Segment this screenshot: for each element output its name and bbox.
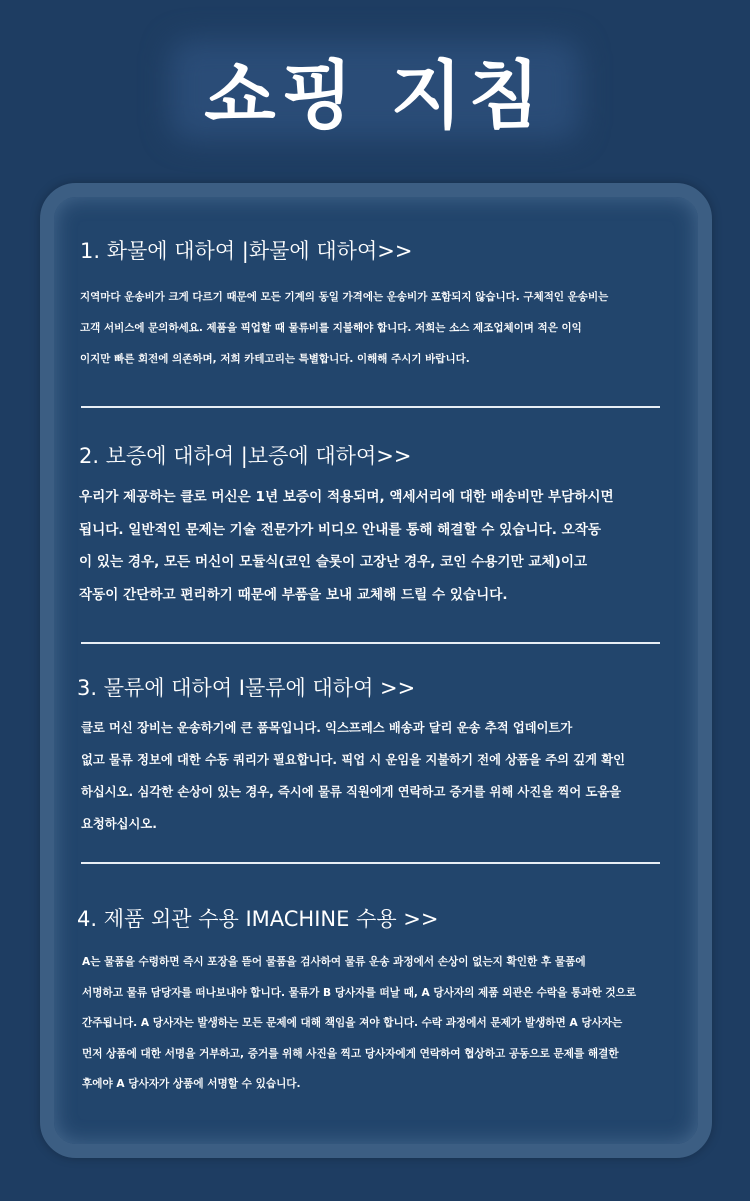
body-line: 우리가 제공하는 클로 머신은 1년 보증이 적용되며, 액세서리에 대한 배송비만 부담하시면 <box>79 489 614 505</box>
section-title: 3. 물류에 대하여 I물류에 대하여 >> <box>77 676 416 700</box>
body-line: 서명하고 물류 담당자를 떠나보내야 합니다. 물류가 B 당사자를 떠날 때, A 당사자의 제품 외관은 수락을 통과한 것으로 <box>82 986 637 999</box>
body-line: 하십시오. 심각한 손상이 있는 경우, 즉시에 물류 직원에게 연락하고 증거를 위해 사진을 찍어 도움을 <box>81 785 622 799</box>
section-acceptance <box>77 903 667 1100</box>
section-logistics <box>77 672 667 840</box>
body-line: 됩니다. 일반적인 문제는 기술 전문가가 비디오 안내를 통해 해결할 수 있습니다. 오작동 <box>79 521 601 538</box>
section-title: 2. 보증에 대하여 |보증에 대하여>> <box>79 444 412 468</box>
section-body <box>79 481 669 611</box>
page-title: 쇼핑 지침 <box>204 53 546 139</box>
divider <box>81 862 660 864</box>
body-line: A는 물품을 수령하면 즉시 포장을 뜯어 물품을 검사하여 물류 운송 과정에서 손상이 없는지 확인한 후 물품에 <box>82 956 586 968</box>
divider <box>81 406 660 408</box>
section-title: 1. 화물에 대하여 |화물에 대하여>> <box>80 239 413 263</box>
section-warranty <box>79 440 669 611</box>
body-line: 작동이 간단하고 편리하기 때문에 부품을 보내 교체해 드릴 수 있습니다. <box>79 586 508 603</box>
body-line: 이지만 빠른 회전에 의존하며, 저희 카테고리는 특별합니다. 이해해 주시기 바랍니다. <box>80 353 470 365</box>
header <box>0 30 750 150</box>
body-line: 지역마다 운송비가 크게 다르기 때문에 모든 기계의 동일 가격에는 운송비가 포함되지 않습니다. 구체적인 운송비는 <box>80 291 609 303</box>
section-body <box>77 947 667 1100</box>
section-title: 4. 제품 외관 수용 IMACHINE 수용 >> <box>77 907 439 931</box>
body-line: 없고 물류 정보에 대한 수동 쿼리가 필요합니다. 픽업 시 운임을 지불하기 전에 상품을 주의 깊게 확인 <box>81 753 626 767</box>
body-line: 클로 머신 장비는 운송하기에 큰 품목입니다. 익스프레스 배송과 달리 운송 추적 업데이트가 <box>81 721 573 735</box>
body-line: 고객 서비스에 문의하세요. 제품을 픽업할 때 물류비를 지불해야 합니다. 저희는 소스 제조업체이며 적은 이익 <box>80 322 582 334</box>
body-line: 요청하십시오. <box>81 817 157 831</box>
body-line: 이 있는 경우, 모든 머신이 모듈식(코인 슬롯이 고장난 경우, 코인 수용기만 교체)이고 <box>79 554 588 570</box>
divider <box>81 642 660 644</box>
section-body <box>80 282 670 375</box>
body-line: 간주됩니다. A 당사자는 발생하는 모든 문제에 대해 책임을 져야 합니다. 수락 과정에서 문제가 발생하면 A 당사자는 <box>82 1017 623 1029</box>
body-line: 먼저 상품에 대한 서명을 거부하고, 증거를 위해 사진을 찍고 당사자에게 연락하여 협상하고 공동으로 문제를 해결한 <box>82 1047 619 1060</box>
section-body <box>77 712 667 840</box>
body-line: 후에야 A 당사자가 상품에 서명할 수 있습니다. <box>82 1078 301 1090</box>
section-freight <box>80 235 670 375</box>
